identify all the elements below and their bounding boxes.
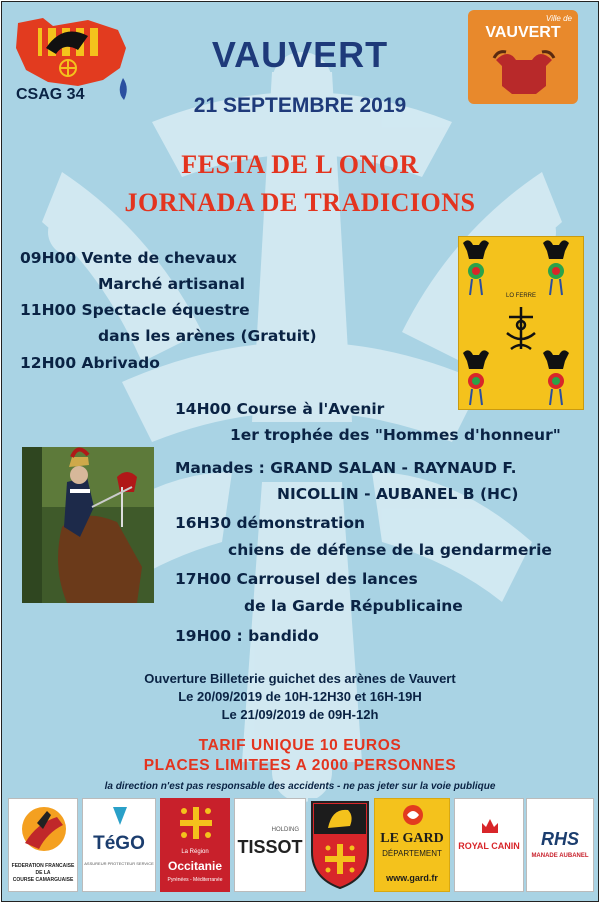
sponsor-tissot <box>234 798 306 892</box>
flag-text: LO FERRE <box>505 293 536 299</box>
sponsor-tego <box>82 798 156 892</box>
program-line-3: 11H00 Spectacle équestre <box>20 301 250 319</box>
gard-name: LE GARD <box>380 831 444 846</box>
tissot-name: TISSOT <box>237 837 303 857</box>
vauvert-logo-small-text: Ville de <box>545 14 572 23</box>
lo-ferre-flag <box>458 236 584 410</box>
program-line-6: 14H00 Course à l'Avenir <box>175 400 385 418</box>
program-line-8: Manades : GRAND SALAN - RAYNAUD F. <box>175 459 517 477</box>
tarif-line1: TARIF UNIQUE 10 EUROS <box>198 737 402 754</box>
ffcc-line3: COURSE CAMARGUAISE <box>12 877 74 883</box>
event-name-line2: JORNADA DE TRADICIONS <box>124 188 476 217</box>
bull-heads-icon <box>459 237 583 409</box>
sponsor-occitanie <box>160 798 230 892</box>
program-line-10: 16H30 démonstration <box>175 514 366 532</box>
program-line-4: dans les arènes (Gratuit) <box>98 327 317 345</box>
program-line-11: chiens de défense de la gendarmerie <box>228 541 552 559</box>
city-title: VAUVERT <box>211 34 389 75</box>
gard-logo-icon <box>401 803 425 827</box>
tego-sub: ASSUREUR PROTECTEUR SERVICE <box>84 861 154 866</box>
program-line-9: NICOLLIN - AUBANEL B (HC) <box>277 485 519 503</box>
sponsor-ffcc <box>8 798 78 892</box>
csag-badge-text: CSAG 34 <box>16 86 85 103</box>
poster <box>1 1 599 902</box>
program-line-5: 12H00 Abrivado <box>20 354 160 372</box>
program-line-13: de la Garde Républicaine <box>244 597 463 615</box>
garde-republicaine-photo <box>22 447 154 603</box>
sponsor-royal-canin <box>454 798 524 892</box>
tego-mark-icon <box>111 805 129 827</box>
tego-name: TéGO <box>93 833 145 854</box>
billetterie-line3: Le 21/09/2019 de 09H-12h <box>221 707 379 722</box>
program-line-1: 09H00 Vente de chevaux <box>20 249 237 267</box>
disclaimer: la direction n'est pas responsable des accidents - ne pas jeter sur la voie publique <box>104 781 496 792</box>
program-line-2: Marché artisanal <box>98 275 245 293</box>
ffcc-logo-icon <box>17 803 71 855</box>
event-date: 21 SEPTEMBRE 2019 <box>193 94 407 117</box>
occitanie-sub: Pyrénées - Méditerranée <box>167 877 223 883</box>
program-line-7: 1er trophée des "Hommes d'honneur" <box>230 426 561 444</box>
ffcc-line2: DE LA <box>35 870 51 876</box>
tissot-small: HOLDING <box>271 827 299 833</box>
occitanie-name: Occitanie <box>167 859 223 873</box>
royal-canin-name: ROYAL CANIN <box>458 841 520 851</box>
rhs-sub: MANADE AUBANEL <box>531 853 589 859</box>
sponsor-blason <box>308 798 372 892</box>
vauvert-logo-name: VAUVERT <box>485 24 561 41</box>
gard-url: www.gard.fr <box>386 873 438 883</box>
event-name-line1: FESTA DE L ONOR <box>181 150 419 179</box>
gard-sub: DÉPARTEMENT <box>382 849 442 858</box>
coat-of-arms-icon <box>308 798 372 892</box>
occitanie-small: La Région <box>181 849 209 855</box>
occitan-cross-icon <box>176 803 216 843</box>
crown-icon <box>480 817 500 835</box>
rhs-name: RHS <box>540 829 579 849</box>
sponsor-rhs <box>526 798 594 892</box>
program-line-14: 19H00 : bandido <box>175 627 319 645</box>
ffcc-line1: FEDERATION FRANCAISE <box>11 863 75 869</box>
billetterie-line1: Ouverture Billeterie guichet des arènes de Vauvert <box>144 671 456 686</box>
billetterie-line2: Le 20/09/2019 de 10H-12H30 et 16H-19H <box>178 689 422 704</box>
sponsor-gard <box>374 798 450 892</box>
program-line-12: 17H00 Carrousel des lances <box>175 570 418 588</box>
tarif-line2: PLACES LIMITEES A 2000 PERSONNES <box>143 757 457 774</box>
